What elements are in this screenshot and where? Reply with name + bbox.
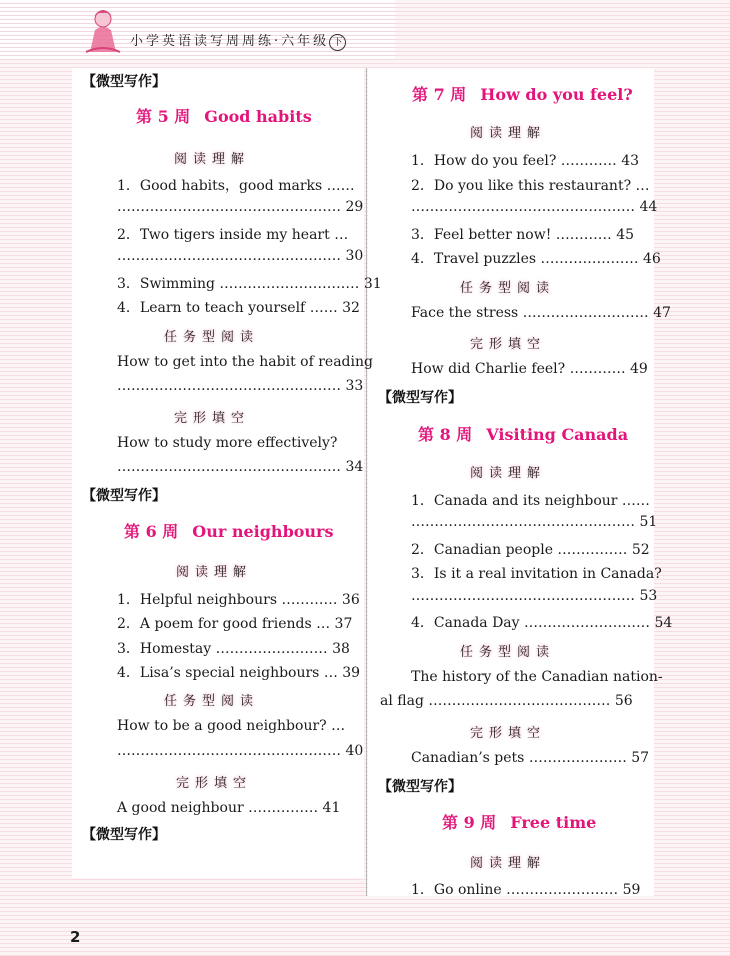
micro-writing-label: 【微型写作】 — [82, 74, 166, 90]
series-title: 小学英语读写周周练·六年级 下 — [130, 30, 346, 51]
girl-mascot-icon — [82, 6, 124, 56]
section-reading: 阅读理解 — [176, 565, 253, 580]
section-reading: 阅读理解 — [174, 152, 251, 167]
column-divider — [366, 68, 367, 896]
toc-entry: 1．Good habits，good marks …… — [117, 178, 355, 194]
toc-entry: 1．Go online …………………… 59 — [411, 882, 641, 898]
section-cloze: 完形填空 — [470, 726, 547, 741]
toc-entry: 4．Lisa’s special neighbours … 39 — [117, 665, 361, 681]
toc-entry: ………………………………………… 33 — [117, 378, 364, 394]
toc-entry: The history of the Canadian nation- — [411, 669, 663, 685]
toc-entry: How did Charlie feel? ………… 49 — [411, 361, 648, 377]
week-7-heading: 第 7 周 How do you feel? — [412, 85, 633, 104]
toc-entry: A good neighbour …………… 41 — [117, 800, 341, 816]
toc-entry: How to get into the habit of reading — [117, 354, 373, 370]
micro-writing-label: 【微型写作】 — [378, 779, 462, 795]
section-reading: 阅读理解 — [470, 466, 547, 481]
toc-entry: How to be a good neighbour? … — [117, 718, 346, 734]
toc-entry: 3．Homestay …………………… 38 — [117, 641, 350, 657]
toc-entry: 2．Do you like this restaurant? … — [411, 178, 650, 194]
micro-writing-label: 【微型写作】 — [82, 827, 166, 843]
week-5-heading: 第 5 周 Good habits — [136, 107, 312, 126]
section-task: 任务型阅读 — [164, 330, 260, 345]
toc-entry: 2．Two tigers inside my heart … — [117, 227, 349, 243]
toc-entry: 2．Canadian people …………… 52 — [411, 542, 650, 558]
toc-entry: ………………………………………… 34 — [117, 459, 364, 475]
section-task: 任务型阅读 — [460, 645, 556, 660]
week-8-heading: 第 8 周 Visiting Canada — [418, 425, 629, 444]
section-cloze: 完形填空 — [174, 411, 251, 426]
toc-entry: al flag ………………………………… 56 — [380, 693, 633, 709]
toc-entry: 3．Swimming ………………………… 31 — [117, 276, 382, 292]
section-task: 任务型阅读 — [164, 694, 260, 709]
toc-entry: ………………………………………… 29 — [117, 199, 364, 215]
week-9-heading: 第 9 周 Free time — [442, 813, 597, 832]
toc-entry: ………………………………………… 40 — [117, 743, 364, 759]
grade-mark: 下 — [329, 34, 346, 51]
toc-entry: 1．How do you feel? ………… 43 — [411, 153, 640, 169]
toc-entry: 3．Feel better now! ………… 45 — [411, 227, 635, 243]
toc-entry: ………………………………………… 30 — [117, 248, 364, 264]
micro-writing-label: 【微型写作】 — [82, 488, 166, 504]
section-cloze: 完形填空 — [176, 776, 253, 791]
toc-entry: ………………………………………… 53 — [411, 588, 658, 604]
toc-entry: 4．Travel puzzles ………………… 46 — [411, 251, 661, 267]
toc-entry: ………………………………………… 51 — [411, 514, 658, 530]
micro-writing-label: 【微型写作】 — [378, 390, 462, 406]
page-number: 2 — [70, 928, 81, 946]
toc-entry: 1．Helpful neighbours ………… 36 — [117, 592, 360, 608]
toc-entry: 1．Canada and its neighbour …… — [411, 493, 650, 509]
toc-entry: 4．Learn to teach yourself …… 32 — [117, 300, 360, 316]
toc-entry: How to study more effectively? — [117, 435, 338, 451]
toc-entry: Face the stress ……………………… 47 — [411, 305, 671, 321]
toc-entry: 4．Canada Day ……………………… 54 — [411, 615, 673, 631]
section-reading: 阅读理解 — [470, 126, 547, 141]
section-cloze: 完形填空 — [470, 337, 547, 352]
section-task: 任务型阅读 — [460, 281, 556, 296]
toc-entry: 2．A poem for good friends … 37 — [117, 616, 353, 632]
toc-entry: ………………………………………… 44 — [411, 199, 658, 215]
week-6-heading: 第 6 周 Our neighbours — [124, 522, 334, 541]
toc-entry: 3．Is it a real invitation in Canada? — [411, 566, 662, 582]
section-reading: 阅读理解 — [470, 856, 547, 871]
toc-entry: Canadian’s pets ………………… 57 — [411, 750, 650, 766]
